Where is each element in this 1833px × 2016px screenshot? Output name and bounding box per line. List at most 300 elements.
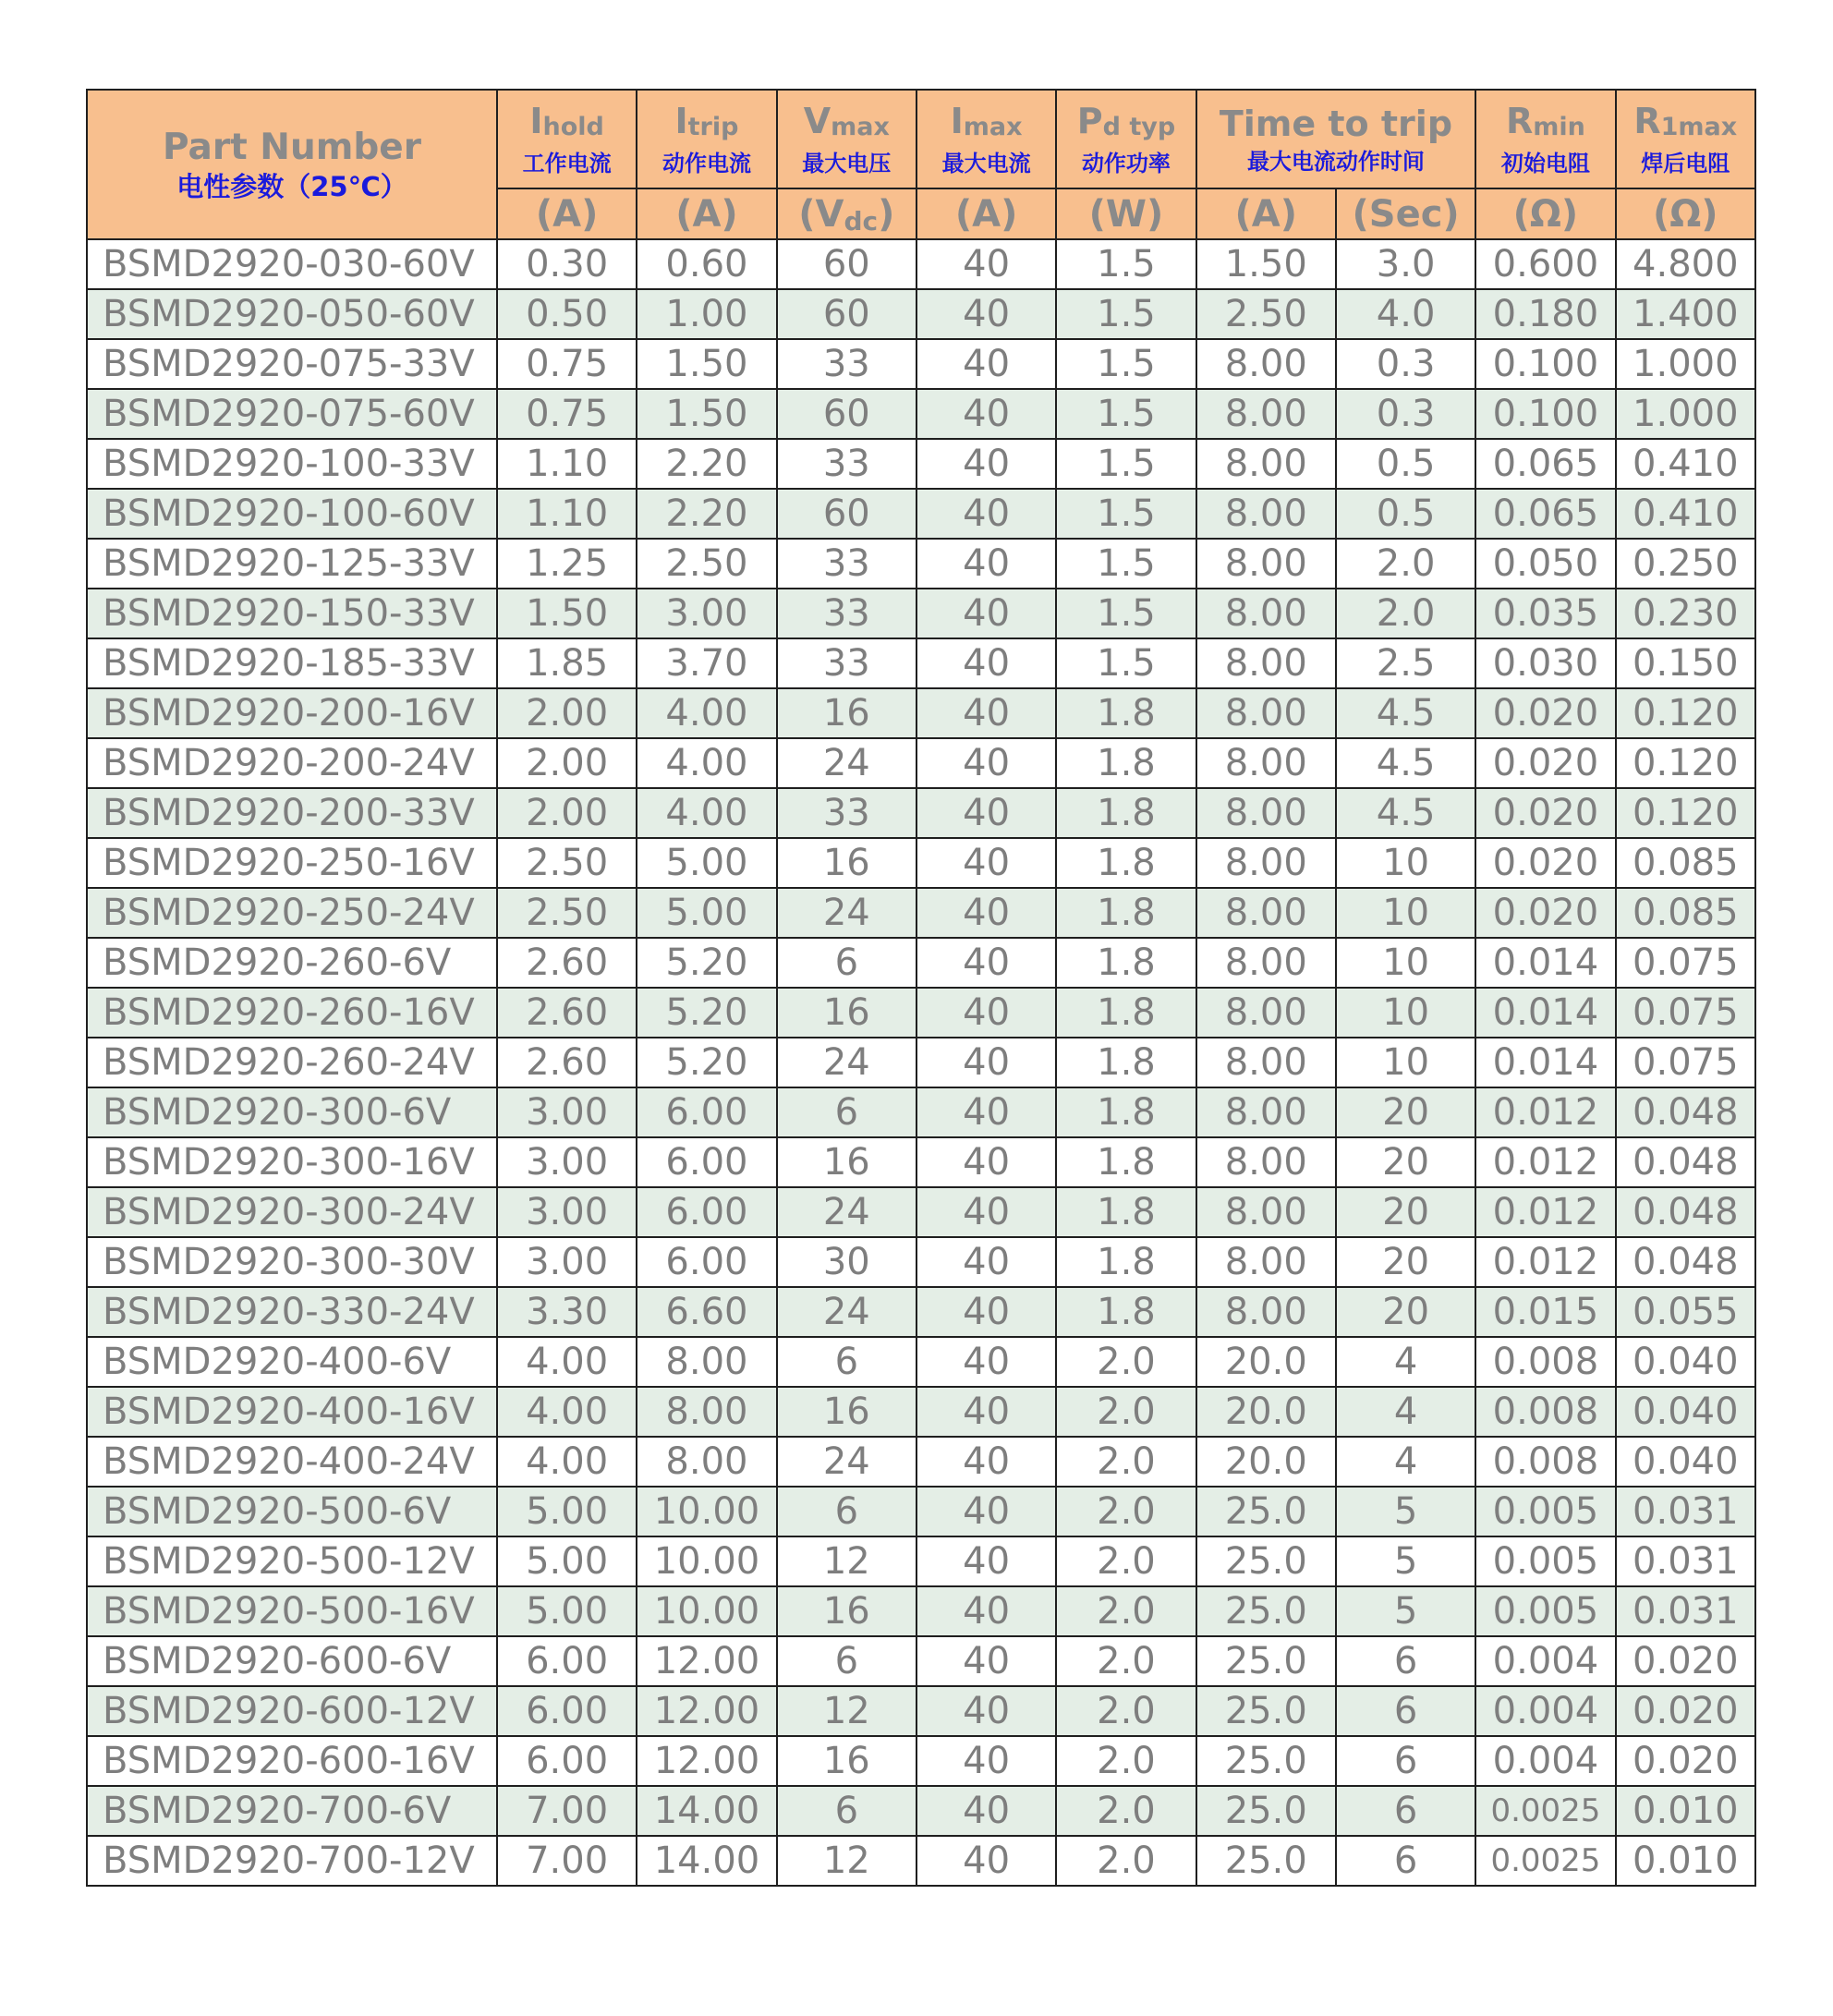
cell-pd: 1.8 (1056, 788, 1196, 838)
cell-time-seconds: 10 (1336, 938, 1475, 988)
cell-itrip: 2.50 (637, 539, 776, 589)
table-row (87, 738, 1755, 788)
cell-time-current: 8.00 (1196, 1187, 1336, 1237)
cell-r1max: 1.400 (1616, 289, 1755, 339)
cell-ihold: 4.00 (497, 1337, 637, 1387)
cell-r1max: 0.048 (1616, 1087, 1755, 1137)
cell-time-current: 8.00 (1196, 1137, 1336, 1187)
cell-imax: 40 (916, 938, 1056, 988)
cell-time-seconds: 0.3 (1336, 339, 1475, 389)
cell-vmax: 6 (777, 1087, 916, 1137)
cell-time-seconds: 20 (1336, 1287, 1475, 1337)
table-row (87, 938, 1755, 988)
table-row (87, 1536, 1755, 1586)
unit-pd: (W) (1056, 188, 1196, 239)
table-row (87, 539, 1755, 589)
cell-part-number: BSMD2920-500-12V (87, 1536, 497, 1586)
cell-itrip: 6.00 (637, 1237, 776, 1287)
cell-pd: 1.5 (1056, 589, 1196, 638)
cell-time-seconds: 20 (1336, 1137, 1475, 1187)
cell-time-current: 8.00 (1196, 589, 1336, 638)
cell-itrip: 8.00 (637, 1337, 776, 1387)
cell-vmax: 12 (777, 1536, 916, 1586)
cell-imax: 40 (916, 1038, 1056, 1087)
cell-imax: 40 (916, 289, 1056, 339)
cell-ihold: 2.60 (497, 988, 637, 1038)
cell-r1max: 0.150 (1616, 638, 1755, 688)
cell-rmin: 0.008 (1475, 1437, 1615, 1487)
cell-itrip: 6.00 (637, 1187, 776, 1237)
cell-itrip: 1.50 (637, 339, 776, 389)
cell-imax: 40 (916, 1636, 1056, 1686)
cell-time-current: 8.00 (1196, 838, 1336, 888)
table-row (87, 439, 1755, 489)
cell-rmin: 0.035 (1475, 589, 1615, 638)
cell-vmax: 33 (777, 339, 916, 389)
table-row (87, 1686, 1755, 1736)
cell-imax: 40 (916, 738, 1056, 788)
cell-time-seconds: 0.5 (1336, 489, 1475, 539)
cell-itrip: 8.00 (637, 1387, 776, 1437)
table-row (87, 1187, 1755, 1237)
cell-part-number: BSMD2920-600-6V (87, 1636, 497, 1686)
cell-rmin: 0.008 (1475, 1387, 1615, 1437)
cell-time-current: 25.0 (1196, 1786, 1336, 1836)
cell-time-seconds: 2.0 (1336, 539, 1475, 589)
cell-vmax: 24 (777, 1038, 916, 1087)
cell-rmin: 0.0025 (1475, 1786, 1615, 1836)
cell-pd: 2.0 (1056, 1487, 1196, 1536)
cell-r1max: 0.031 (1616, 1586, 1755, 1636)
cell-ihold: 1.25 (497, 539, 637, 589)
cell-part-number: BSMD2920-100-60V (87, 489, 497, 539)
cell-vmax: 16 (777, 988, 916, 1038)
cell-vmax: 24 (777, 1437, 916, 1487)
cell-part-number: BSMD2920-250-24V (87, 888, 497, 938)
cell-time-current: 8.00 (1196, 439, 1336, 489)
cell-r1max: 0.040 (1616, 1387, 1755, 1437)
cell-time-current: 1.50 (1196, 239, 1336, 289)
cell-imax: 40 (916, 389, 1056, 439)
cell-itrip: 5.00 (637, 888, 776, 938)
cell-imax: 40 (916, 339, 1056, 389)
cell-r1max: 0.075 (1616, 938, 1755, 988)
cell-imax: 40 (916, 239, 1056, 289)
cell-imax: 40 (916, 439, 1056, 489)
cell-part-number: BSMD2920-125-33V (87, 539, 497, 589)
cell-rmin: 0.050 (1475, 539, 1615, 589)
cell-time-current: 8.00 (1196, 1237, 1336, 1287)
col-vmax-header: $V_{max}$ 最大电压 (777, 90, 916, 188)
cell-part-number: BSMD2920-500-6V (87, 1487, 497, 1536)
cell-vmax: 60 (777, 389, 916, 439)
cell-itrip: 14.00 (637, 1836, 776, 1886)
cell-rmin: 0.005 (1475, 1487, 1615, 1536)
col-ihold-cn: 工作电流 (522, 151, 612, 176)
cell-itrip: 4.00 (637, 788, 776, 838)
table-row (87, 1087, 1755, 1137)
col-r1max-header: $R_{1max}$ 焊后电阻 (1616, 90, 1755, 188)
cell-time-current: 8.00 (1196, 738, 1336, 788)
cell-time-seconds: 4 (1336, 1437, 1475, 1487)
cell-time-current: 8.00 (1196, 638, 1336, 688)
cell-time-current: 8.00 (1196, 988, 1336, 1038)
table-row (87, 838, 1755, 888)
cell-vmax: 24 (777, 738, 916, 788)
table-row (87, 1437, 1755, 1487)
cell-vmax: 60 (777, 289, 916, 339)
cell-pd: 2.0 (1056, 1586, 1196, 1636)
cell-pd: 1.8 (1056, 688, 1196, 738)
cell-time-current: 8.00 (1196, 788, 1336, 838)
cell-part-number: BSMD2920-200-33V (87, 788, 497, 838)
cell-time-current: 8.00 (1196, 1038, 1336, 1087)
cell-ihold: 6.00 (497, 1686, 637, 1736)
cell-part-number: BSMD2920-260-24V (87, 1038, 497, 1087)
cell-time-seconds: 20 (1336, 1187, 1475, 1237)
cell-pd: 1.5 (1056, 539, 1196, 589)
cell-time-current: 25.0 (1196, 1586, 1336, 1636)
cell-imax: 40 (916, 1836, 1056, 1886)
cell-pd: 1.5 (1056, 439, 1196, 489)
cell-time-current: 25.0 (1196, 1536, 1336, 1586)
cell-time-seconds: 6 (1336, 1836, 1475, 1886)
cell-rmin: 0.030 (1475, 638, 1615, 688)
cell-rmin: 0.014 (1475, 988, 1615, 1038)
cell-part-number: BSMD2920-300-6V (87, 1087, 497, 1137)
cell-part-number: BSMD2920-400-6V (87, 1337, 497, 1387)
cell-rmin: 0.100 (1475, 339, 1615, 389)
table-row (87, 1038, 1755, 1087)
cell-time-seconds: 4.5 (1336, 738, 1475, 788)
table-row (87, 239, 1755, 289)
cell-part-number: BSMD2920-400-24V (87, 1437, 497, 1487)
cell-part-number: BSMD2920-300-30V (87, 1237, 497, 1287)
cell-itrip: 3.70 (637, 638, 776, 688)
cell-r1max: 0.010 (1616, 1836, 1755, 1886)
cell-ihold: 5.00 (497, 1586, 637, 1636)
cell-itrip: 5.20 (637, 988, 776, 1038)
cell-pd: 1.8 (1056, 1038, 1196, 1087)
cell-imax: 40 (916, 1387, 1056, 1437)
cell-vmax: 16 (777, 688, 916, 738)
col-pd-header: $P_{d typ}$ 动作功率 (1056, 90, 1196, 188)
cell-imax: 40 (916, 1786, 1056, 1836)
cell-ihold: 2.00 (497, 738, 637, 788)
table-row (87, 1237, 1755, 1287)
unit-time-current: (A) (1196, 188, 1336, 239)
cell-itrip: 5.20 (637, 938, 776, 988)
cell-ihold: 2.60 (497, 938, 637, 988)
cell-r1max: 0.031 (1616, 1487, 1755, 1536)
cell-imax: 40 (916, 1137, 1056, 1187)
cell-itrip: 6.60 (637, 1287, 776, 1337)
cell-itrip: 6.00 (637, 1087, 776, 1137)
cell-time-current: 25.0 (1196, 1636, 1336, 1686)
cell-part-number: BSMD2920-300-16V (87, 1137, 497, 1187)
cell-r1max: 0.085 (1616, 838, 1755, 888)
cell-pd: 1.5 (1056, 339, 1196, 389)
cell-time-seconds: 2.0 (1336, 589, 1475, 638)
cell-time-current: 20.0 (1196, 1387, 1336, 1437)
table-row (87, 638, 1755, 688)
cell-time-seconds: 6 (1336, 1686, 1475, 1736)
cell-r1max: 0.120 (1616, 688, 1755, 738)
col-time-to-trip-header: Time to trip 最大电流动作时间 (1196, 90, 1476, 188)
cell-imax: 40 (916, 988, 1056, 1038)
cell-pd: 1.8 (1056, 938, 1196, 988)
cell-ihold: 6.00 (497, 1636, 637, 1686)
cell-time-seconds: 2.5 (1336, 638, 1475, 688)
cell-part-number: BSMD2920-030-60V (87, 239, 497, 289)
cell-time-seconds: 10 (1336, 988, 1475, 1038)
cell-pd: 1.8 (1056, 1087, 1196, 1137)
cell-pd: 1.8 (1056, 1237, 1196, 1287)
cell-rmin: 0.065 (1475, 489, 1615, 539)
cell-imax: 40 (916, 1736, 1056, 1786)
cell-vmax: 60 (777, 489, 916, 539)
cell-imax: 40 (916, 838, 1056, 888)
cell-rmin: 0.100 (1475, 389, 1615, 439)
cell-pd: 1.8 (1056, 988, 1196, 1038)
cell-pd: 2.0 (1056, 1337, 1196, 1387)
cell-vmax: 16 (777, 838, 916, 888)
cell-r1max: 0.020 (1616, 1736, 1755, 1786)
cell-itrip: 10.00 (637, 1586, 776, 1636)
cell-r1max: 0.040 (1616, 1437, 1755, 1487)
col-vmax-cn: 最大电压 (802, 151, 892, 176)
cell-r1max: 0.020 (1616, 1686, 1755, 1736)
cell-ihold: 2.50 (497, 888, 637, 938)
col-r1max-cn: 焊后电阻 (1641, 151, 1730, 176)
table-row (87, 389, 1755, 439)
cell-vmax: 16 (777, 1586, 916, 1636)
cell-rmin: 0.020 (1475, 788, 1615, 838)
cell-pd: 2.0 (1056, 1636, 1196, 1686)
cell-imax: 40 (916, 688, 1056, 738)
cell-time-seconds: 10 (1336, 888, 1475, 938)
cell-r1max: 4.800 (1616, 239, 1755, 289)
col-rmin-cn: 初始电阻 (1500, 151, 1590, 176)
cell-itrip: 4.00 (637, 688, 776, 738)
cell-time-seconds: 20 (1336, 1237, 1475, 1287)
cell-itrip: 2.20 (637, 489, 776, 539)
cell-itrip: 6.00 (637, 1137, 776, 1187)
cell-rmin: 0.004 (1475, 1736, 1615, 1786)
spec-table (86, 89, 1756, 1887)
cell-rmin: 0.012 (1475, 1087, 1615, 1137)
cell-part-number: BSMD2920-075-33V (87, 339, 497, 389)
cell-ihold: 0.75 (497, 389, 637, 439)
cell-time-current: 20.0 (1196, 1437, 1336, 1487)
table-row (87, 788, 1755, 838)
table-row (87, 1786, 1755, 1836)
cell-r1max: 0.410 (1616, 489, 1755, 539)
cell-imax: 40 (916, 638, 1056, 688)
cell-pd: 2.0 (1056, 1536, 1196, 1586)
cell-ihold: 3.00 (497, 1087, 637, 1137)
cell-pd: 1.8 (1056, 1287, 1196, 1337)
cell-ihold: 1.85 (497, 638, 637, 688)
cell-time-seconds: 20 (1336, 1087, 1475, 1137)
cell-part-number: BSMD2920-260-6V (87, 938, 497, 988)
cell-rmin: 0.004 (1475, 1636, 1615, 1686)
cell-imax: 40 (916, 788, 1056, 838)
cell-rmin: 0.180 (1475, 289, 1615, 339)
cell-ihold: 3.00 (497, 1237, 637, 1287)
table-row (87, 888, 1755, 938)
cell-imax: 40 (916, 1287, 1056, 1337)
cell-vmax: 6 (777, 938, 916, 988)
cell-time-seconds: 6 (1336, 1736, 1475, 1786)
cell-ihold: 2.60 (497, 1038, 637, 1087)
cell-itrip: 10.00 (637, 1487, 776, 1536)
cell-imax: 40 (916, 1487, 1056, 1536)
cell-r1max: 0.250 (1616, 539, 1755, 589)
cell-pd: 1.8 (1056, 888, 1196, 938)
cell-imax: 40 (916, 1087, 1056, 1137)
cell-pd: 1.8 (1056, 838, 1196, 888)
cell-itrip: 10.00 (637, 1536, 776, 1586)
cell-time-current: 25.0 (1196, 1736, 1336, 1786)
cell-vmax: 24 (777, 888, 916, 938)
cell-vmax: 12 (777, 1686, 916, 1736)
cell-time-seconds: 6 (1336, 1636, 1475, 1686)
cell-itrip: 12.00 (637, 1736, 776, 1786)
cell-vmax: 33 (777, 638, 916, 688)
cell-vmax: 6 (777, 1487, 916, 1536)
cell-rmin: 0.004 (1475, 1686, 1615, 1736)
cell-r1max: 1.000 (1616, 389, 1755, 439)
cell-itrip: 5.20 (637, 1038, 776, 1087)
cell-time-current: 2.50 (1196, 289, 1336, 339)
cell-vmax: 24 (777, 1187, 916, 1237)
cell-rmin: 0.008 (1475, 1337, 1615, 1387)
cell-ihold: 2.00 (497, 788, 637, 838)
cell-rmin: 0.020 (1475, 688, 1615, 738)
cell-vmax: 6 (777, 1636, 916, 1686)
cell-part-number: BSMD2920-250-16V (87, 838, 497, 888)
cell-rmin: 0.005 (1475, 1586, 1615, 1636)
cell-r1max: 0.031 (1616, 1536, 1755, 1586)
cell-time-current: 8.00 (1196, 539, 1336, 589)
cell-vmax: 33 (777, 788, 916, 838)
cell-r1max: 0.410 (1616, 439, 1755, 489)
cell-pd: 2.0 (1056, 1836, 1196, 1886)
cell-ihold: 4.00 (497, 1387, 637, 1437)
cell-r1max: 0.230 (1616, 589, 1755, 638)
cell-r1max: 0.048 (1616, 1137, 1755, 1187)
cell-r1max: 0.120 (1616, 738, 1755, 788)
table-row (87, 988, 1755, 1038)
col-imax-header: $I_{max}$ 最大电流 (916, 90, 1056, 188)
cell-pd: 2.0 (1056, 1736, 1196, 1786)
cell-vmax: 33 (777, 589, 916, 638)
cell-rmin: 0.020 (1475, 888, 1615, 938)
cell-rmin: 0.005 (1475, 1536, 1615, 1586)
cell-time-seconds: 6 (1336, 1786, 1475, 1836)
cell-imax: 40 (916, 539, 1056, 589)
cell-pd: 2.0 (1056, 1437, 1196, 1487)
cell-time-seconds: 4.5 (1336, 688, 1475, 738)
cell-time-seconds: 5 (1336, 1536, 1475, 1586)
table-row (87, 1836, 1755, 1886)
cell-ihold: 0.75 (497, 339, 637, 389)
cell-pd: 1.8 (1056, 1137, 1196, 1187)
cell-itrip: 12.00 (637, 1686, 776, 1736)
cell-imax: 40 (916, 1337, 1056, 1387)
cell-ihold: 1.10 (497, 489, 637, 539)
cell-r1max: 0.075 (1616, 988, 1755, 1038)
cell-vmax: 6 (777, 1786, 916, 1836)
cell-rmin: 0.020 (1475, 838, 1615, 888)
cell-itrip: 8.00 (637, 1437, 776, 1487)
cell-pd: 2.0 (1056, 1786, 1196, 1836)
cell-time-current: 25.0 (1196, 1487, 1336, 1536)
cell-imax: 40 (916, 1187, 1056, 1237)
table-row (87, 1387, 1755, 1437)
cell-time-current: 8.00 (1196, 888, 1336, 938)
cell-pd: 1.5 (1056, 638, 1196, 688)
cell-ihold: 6.00 (497, 1736, 637, 1786)
cell-ihold: 3.00 (497, 1137, 637, 1187)
cell-itrip: 5.00 (637, 838, 776, 888)
cell-ihold: 1.10 (497, 439, 637, 489)
unit-rmin: (Ω) (1475, 188, 1615, 239)
cell-imax: 40 (916, 589, 1056, 638)
cell-vmax: 16 (777, 1736, 916, 1786)
cell-ihold: 0.30 (497, 239, 637, 289)
cell-time-seconds: 4 (1336, 1337, 1475, 1387)
cell-itrip: 4.00 (637, 738, 776, 788)
cell-part-number: BSMD2920-500-16V (87, 1586, 497, 1636)
cell-imax: 40 (916, 888, 1056, 938)
cell-part-number: BSMD2920-300-24V (87, 1187, 497, 1237)
cell-part-number: BSMD2920-700-6V (87, 1786, 497, 1836)
cell-rmin: 0.020 (1475, 738, 1615, 788)
cell-time-current: 8.00 (1196, 688, 1336, 738)
cell-pd: 1.8 (1056, 738, 1196, 788)
cell-ihold: 5.00 (497, 1536, 637, 1586)
table-row (87, 589, 1755, 638)
cell-time-seconds: 10 (1336, 1038, 1475, 1087)
cell-part-number: BSMD2920-600-16V (87, 1736, 497, 1786)
cell-part-number: BSMD2920-700-12V (87, 1836, 497, 1886)
cell-pd: 1.5 (1056, 389, 1196, 439)
table-body (87, 239, 1755, 1886)
cell-time-seconds: 5 (1336, 1487, 1475, 1536)
cell-rmin: 0.014 (1475, 1038, 1615, 1087)
cell-part-number: BSMD2920-260-16V (87, 988, 497, 1038)
table-row (87, 1137, 1755, 1187)
cell-itrip: 2.20 (637, 439, 776, 489)
cell-pd: 1.8 (1056, 1187, 1196, 1237)
table-row (87, 1487, 1755, 1536)
cell-vmax: 30 (777, 1237, 916, 1287)
cell-part-number: BSMD2920-075-60V (87, 389, 497, 439)
cell-r1max: 0.085 (1616, 888, 1755, 938)
cell-r1max: 0.048 (1616, 1187, 1755, 1237)
cell-rmin: 0.012 (1475, 1187, 1615, 1237)
cell-part-number: BSMD2920-330-24V (87, 1287, 497, 1337)
cell-time-current: 25.0 (1196, 1686, 1336, 1736)
cell-part-number: BSMD2920-200-24V (87, 738, 497, 788)
cell-part-number: BSMD2920-150-33V (87, 589, 497, 638)
cell-vmax: 6 (777, 1337, 916, 1387)
cell-time-current: 8.00 (1196, 489, 1336, 539)
cell-time-current: 8.00 (1196, 389, 1336, 439)
table-row (87, 1736, 1755, 1786)
